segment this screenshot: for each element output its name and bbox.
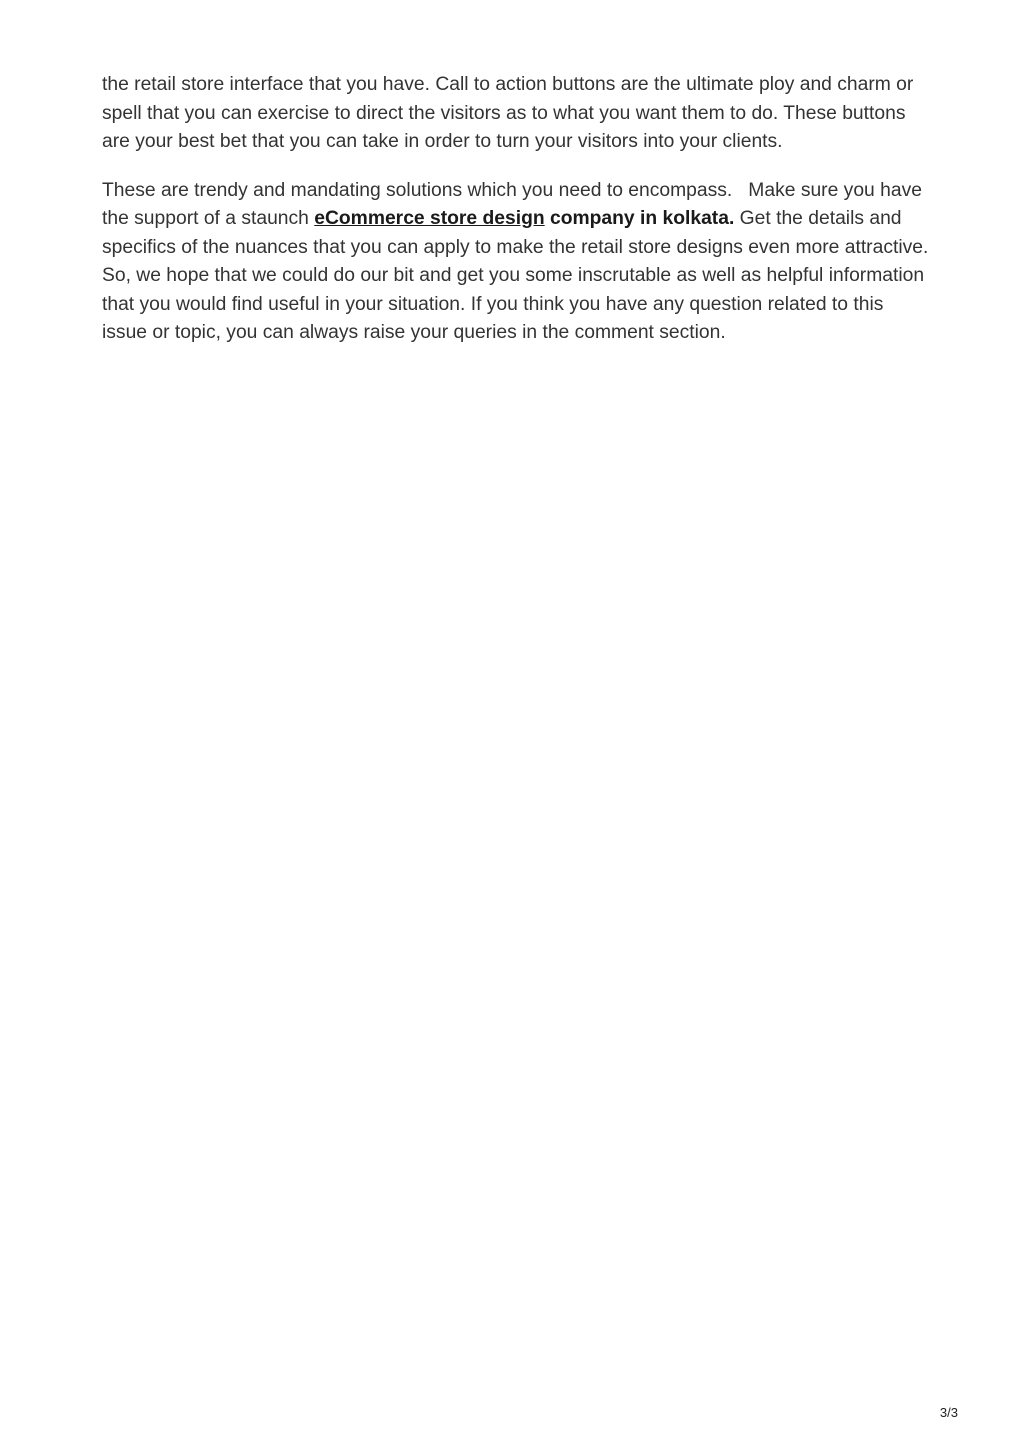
- company-location-text: company in kolkata.: [544, 208, 735, 229]
- paragraph-conclusion: [102, 177, 932, 348]
- paragraph-conclusion-rest: Get the details and specifics of the nuances that you can apply to make the retail store designs even more attractive. So, we hope that we could do our bit and get you some inscrutable as well as helpful information that you would find useful in your situation. If you think you have any question related to this issue or topic, you can always raise your queries in the comment section.: [102, 208, 929, 343]
- ecommerce-store-design-link[interactable]: eCommerce store design: [314, 208, 545, 229]
- paragraph-conclusion-intro: These are trendy and mandating solutions which you need to encompass. Make sure you have the support of a staunch: [102, 179, 922, 229]
- paragraph-call-to-action: the retail store interface that you have. Call to action buttons are the ultimate ploy and charm or spell that you can exercise to direct the visitors as to what you want them to do. These buttons are your best bet that you can take in order to turn your visitors into your clients.: [102, 74, 914, 152]
- document-body: [102, 71, 932, 368]
- page-number: 3/3: [939, 1405, 958, 1420]
